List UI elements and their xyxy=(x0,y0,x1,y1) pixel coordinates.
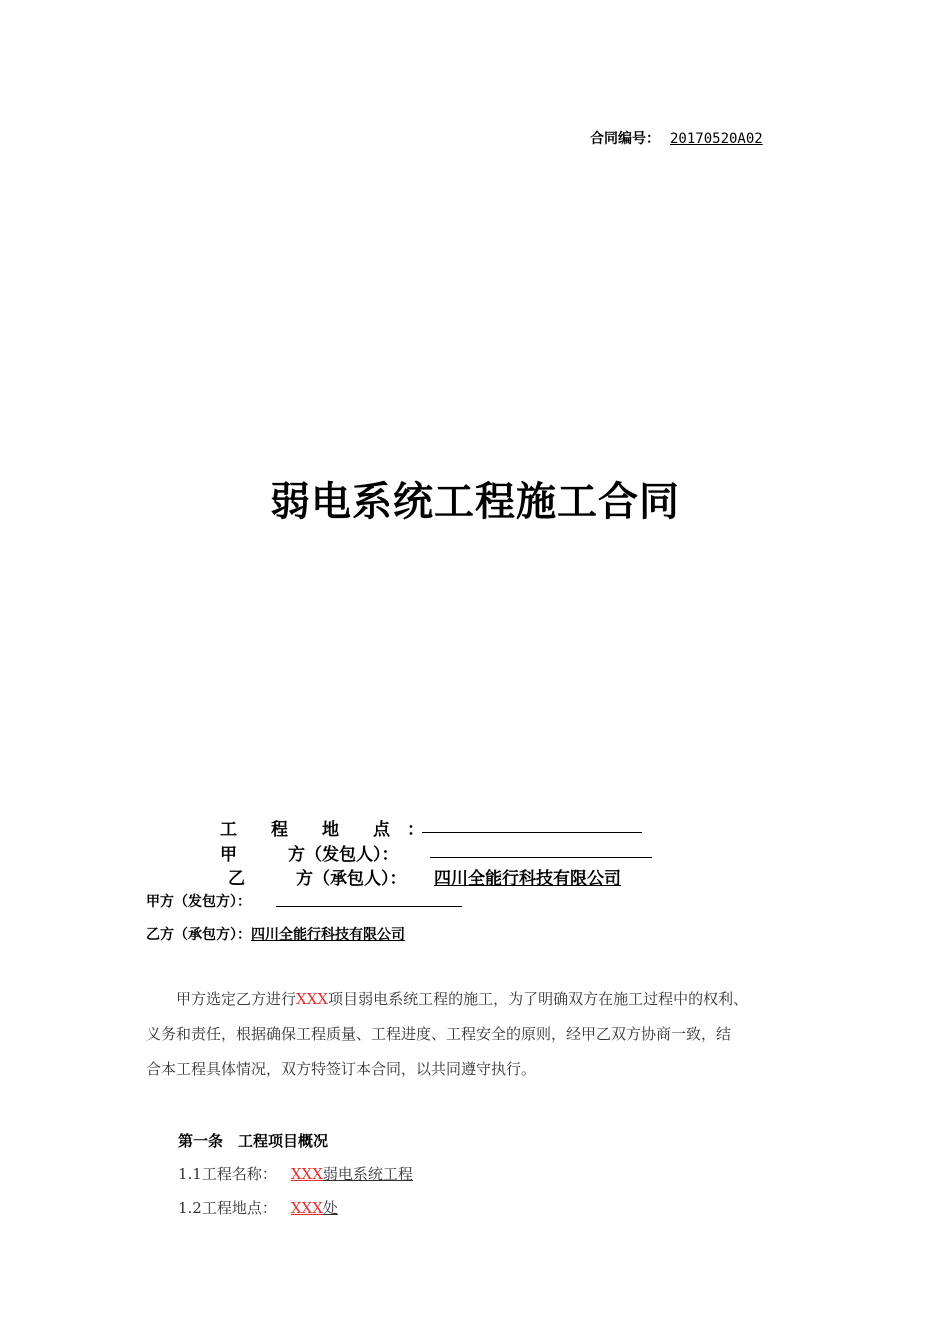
intro-placeholder: XXX xyxy=(296,990,329,1008)
contract-number-label: 合同编号： xyxy=(590,131,660,147)
section-1-title: 第一条 工程项目概况 xyxy=(178,1132,329,1150)
intro-line-3: 合本工程具体情况，双方特签订本合同，以共同遵守执行。 xyxy=(146,1060,537,1078)
item-2-value: 处 xyxy=(322,1199,338,1217)
cover-party-b-label: 乙 方（承包人）： xyxy=(228,869,407,889)
cover-site-blank xyxy=(422,832,642,833)
item-1-value: 弱电系统工程 xyxy=(322,1165,413,1183)
contract-number-value: 20170520A02 xyxy=(670,131,763,147)
item-2-label: 1.2工程地点： xyxy=(178,1199,277,1217)
item-1-label: 1.1工程名称： xyxy=(178,1165,277,1183)
party-a-blank xyxy=(276,906,462,907)
item-1-placeholder: XXX xyxy=(290,1165,323,1183)
intro-prefix: 甲方选定乙方进行 xyxy=(176,990,297,1008)
cover-party-a-label: 甲 方（发包人）： xyxy=(220,845,399,865)
contract-number xyxy=(590,128,767,148)
intro-line-2: 义务和责任，根据确保工程质量、工程进度、工程安全的原则，经甲乙双方协商一致，结 xyxy=(146,1025,732,1043)
intro-line-1 xyxy=(146,982,806,1017)
cover-party-a-blank xyxy=(430,857,652,858)
party-a-label: 甲方（发包方）： xyxy=(146,894,251,910)
cover-party-b-name: 四川全能行科技有限公司 xyxy=(434,869,621,889)
party-b-name: 四川全能行科技有限公司 xyxy=(251,927,405,943)
cover-site-label: 工 程 地 点 ： xyxy=(220,820,424,840)
party-b-line xyxy=(146,924,405,944)
section-1-item-1 xyxy=(178,1163,413,1184)
item-2-placeholder: XXX xyxy=(290,1199,323,1217)
document-title: 弱电系统工程施工合同 xyxy=(270,479,680,525)
party-b-label: 乙方（承包方）： xyxy=(146,927,251,943)
intro-paragraph xyxy=(146,982,806,1087)
intro-line-1-rest: 项目弱电系统工程的施工，为了明确双方在施工过程中的权利、 xyxy=(328,990,749,1008)
section-1-item-2 xyxy=(178,1197,338,1218)
